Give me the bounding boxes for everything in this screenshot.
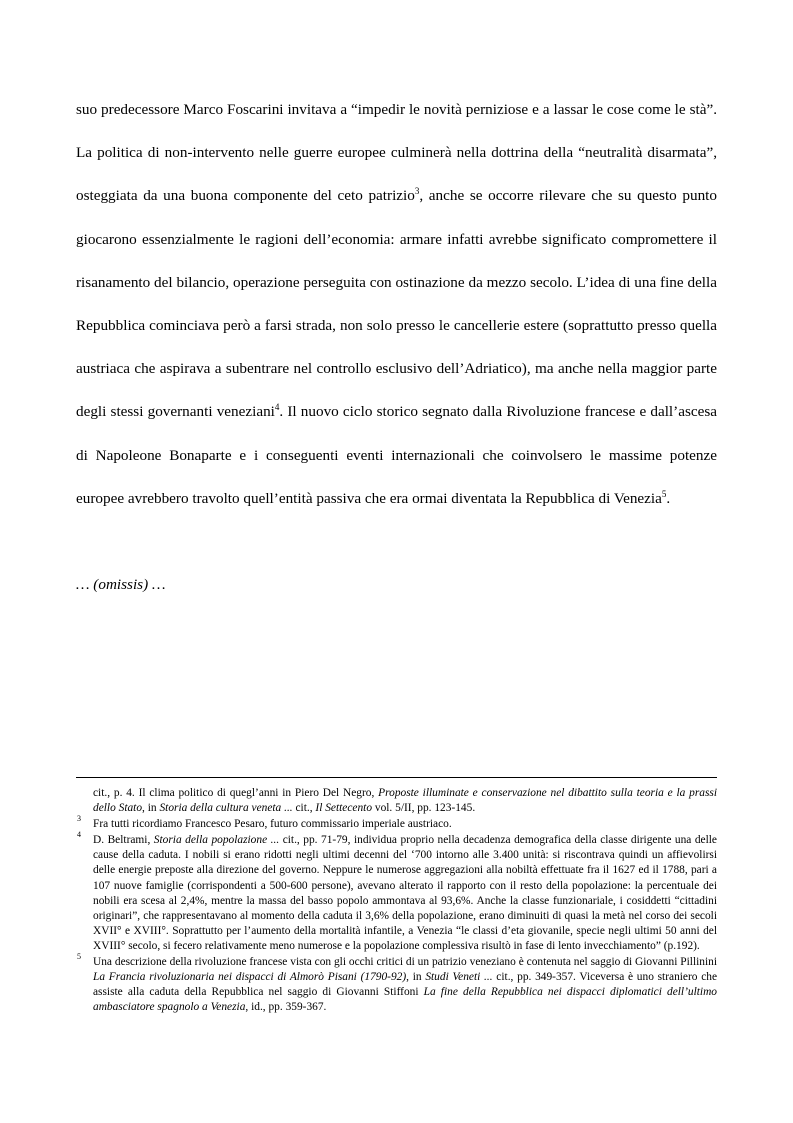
footnote-4: 4 D. Beltrami, Storia della popolazione ... cit., pp. 71-79, individua proprio nella decadenza demografica della classe dirigente una delle cause della caduta. I nobili si erano ridotti negli ultimi decenni del ‘700 intorno alle 3.400 unità: si riscontrava quindi un affievolirsi delle energie preposte alla direzione del governo. Neppure le numerose aggregazioni alla nobiltà effettuate fra il 1627 ed il 1788, pari a 107 nuove famiglie (corrispondenti a 500-600 persone), avevano alterato il rapporto con il resto della popolazione: la percentuale dei nobili era scesa al 2,4%, mentre la massa del basso popolo ammontava al 93,6%. Anche la classe funzionariale, i cosiddetti “cittadini originari”, che rappresentavano al momento della caduta il 3,6% della popolazione, erano diminuiti di quasi la metà nel corso dei secoli XVII° e XVIII°. Soprattutto per l’aumento della mortalità infantile, a Venezia “le classi d’eta giovanile, specie negli ultimi 50 anni del XVIII° secolo, si fecero relativamente meno numerose e la popolazione complessiva risultò in fase di lento invecchiamento” (p.192). xyxy=(77,830,717,952)
footnote-ref-3[interactable]: 3 xyxy=(414,186,420,197)
footnote-number: 5 xyxy=(77,952,81,962)
footnote-separator xyxy=(76,777,717,778)
footnote-ref-5[interactable]: 5 xyxy=(661,488,667,499)
omissis-marker: … (omissis) … xyxy=(76,576,166,593)
footnote-ref-4[interactable]: 4 xyxy=(274,402,280,413)
main-text xyxy=(76,88,717,520)
footnote-continued: cit., p. 4. Il clima politico di quegl’anni in Piero Del Negro, Proposte illuminate e conservazione nel dibattito sulla teoria e la prassi dello Stato, in Storia della cultura veneta ... cit., Il Settecento vol. 5/II, pp. 123-145. xyxy=(93,787,717,815)
footnote-number: 4 xyxy=(77,830,81,840)
footnote-5: 5 Una descrizione della rivoluzione francese vista con gli occhi critici di un patrizio veneziano è contenuta nel saggio di Giovanni Pillinini La Francia rivoluzionaria nei dispacci di Almorò Pisani (1790-92), in Studi Veneti ... cit., pp. 349-357. Viceversa è uno straniero che assiste alla caduta della Repubblica nel saggio di Giovanni Stiffoni La fine della Repubblica nei dispacci diplomatici dell’ultimo ambasciatore spagnolo a Venezia, id., pp. 359-367. xyxy=(77,952,718,1014)
footnotes xyxy=(76,786,717,1015)
footnote-3: 3 Fra tutti ricordiamo Francesco Pesaro, futuro commissario imperiale austriaco. xyxy=(77,814,452,831)
body-paragraph: suo predecessore Marco Foscarini invitava a “impedir le novità perniziose e a lassar le cose come le stà”. La politica di non-intervento nelle guerre europee culminerà nella dottrina della “neutralità disarmata”, osteggiata da una buona componente del ceto patrizio$^3$, anche se occorre rilevare che su questo punto giocarono essenzialmente le ragioni dell’economia: armare infatti avrebbe significato compromettere il risanamento del bilancio, operazione perseguita con ostinazione da mezzo secolo. L’idea di una fine della Repubblica cominciava però a farsi strada, non solo presso le cancellerie estere (soprattutto presso quella austriaca che aspirava a subentrare nel controllo esclusivo dell’Adriatico), ma anche nella maggior parte degli stessi governanti veneziani$^4$. Il nuovo ciclo storico segnato dalla Rivoluzione francese e dall’ascesa di Napoleone Bonaparte e i conseguenti eventi internazionali che coinvolsero le massime potenze europee avrebbero travolto quell’entità passiva che era ormai diventata la Repubblica di Venezia$^5$. xyxy=(76,101,717,507)
footnote-number: 3 xyxy=(77,814,81,824)
